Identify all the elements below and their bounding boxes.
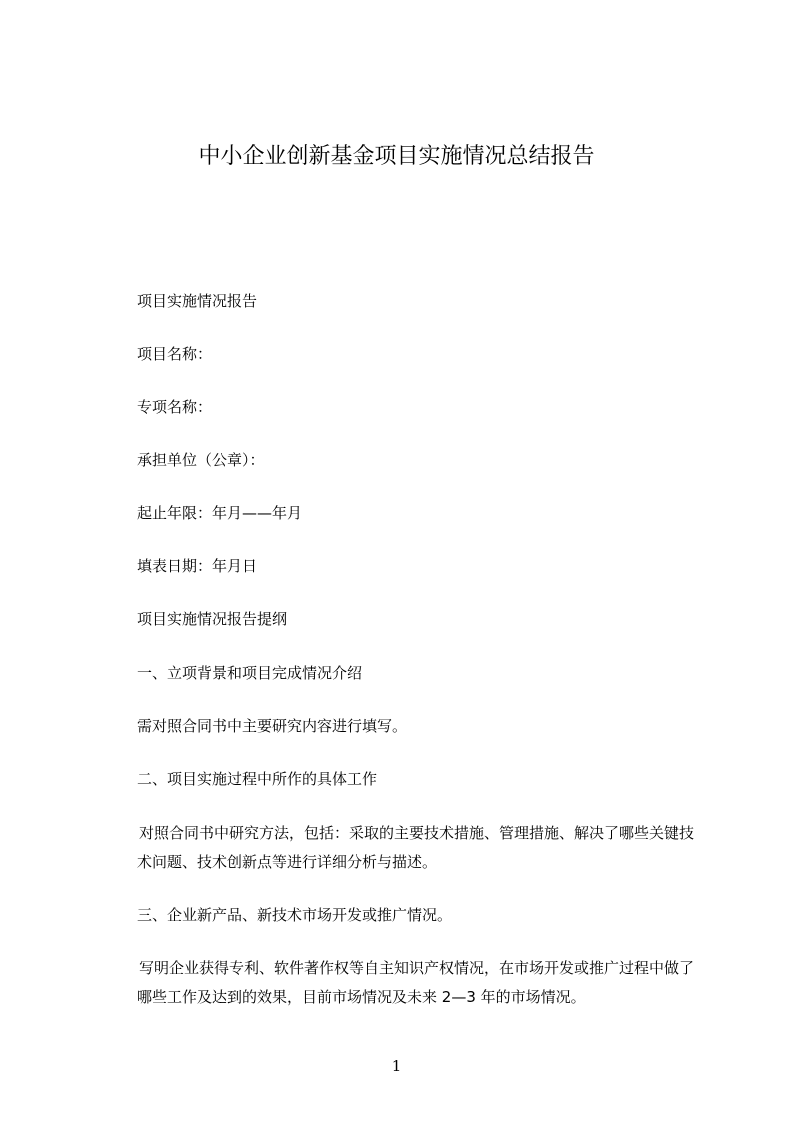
report-subtitle: 项目实施情况报告 xyxy=(137,292,258,310)
period-field: 起止年限：年月——年月 xyxy=(137,504,303,522)
undertaking-unit-field: 承担单位（公章）： xyxy=(137,451,265,469)
special-name-field: 专项名称： xyxy=(137,398,213,416)
section-1-text: 需对照合同书中主要研究内容进行填写。 xyxy=(137,717,408,735)
section-3-heading: 三、企业新产品、新技术市场开发或推广情况。 xyxy=(137,906,453,924)
section-3-paragraph: 写明企业获得专利、软件著作权等自主知识产权情况，在市场开发或推广过程中做了哪些工作及达到的效果，目前市场情况及未来 2—3 年的市场情况。 xyxy=(137,959,695,1006)
section-2-heading: 二、项目实施过程中所作的具体工作 xyxy=(137,770,378,788)
page-number: 1 xyxy=(391,1057,402,1075)
section-2-paragraph: 对照合同书中研究方法，包括：采取的主要技术措施、管理措施、解决了哪些关键技术问题、技术创新点等进行详细分析与描述。 xyxy=(137,824,695,871)
fill-date-field: 填表日期：年月日 xyxy=(137,557,258,575)
project-name-field: 项目名称： xyxy=(137,345,213,363)
page-title: 中小企业创新基金项目实施情况总结报告 xyxy=(198,144,595,169)
section-1-heading: 一、立项背景和项目完成情况介绍 xyxy=(137,664,363,682)
outline-heading: 项目实施情况报告提纲 xyxy=(137,610,288,628)
